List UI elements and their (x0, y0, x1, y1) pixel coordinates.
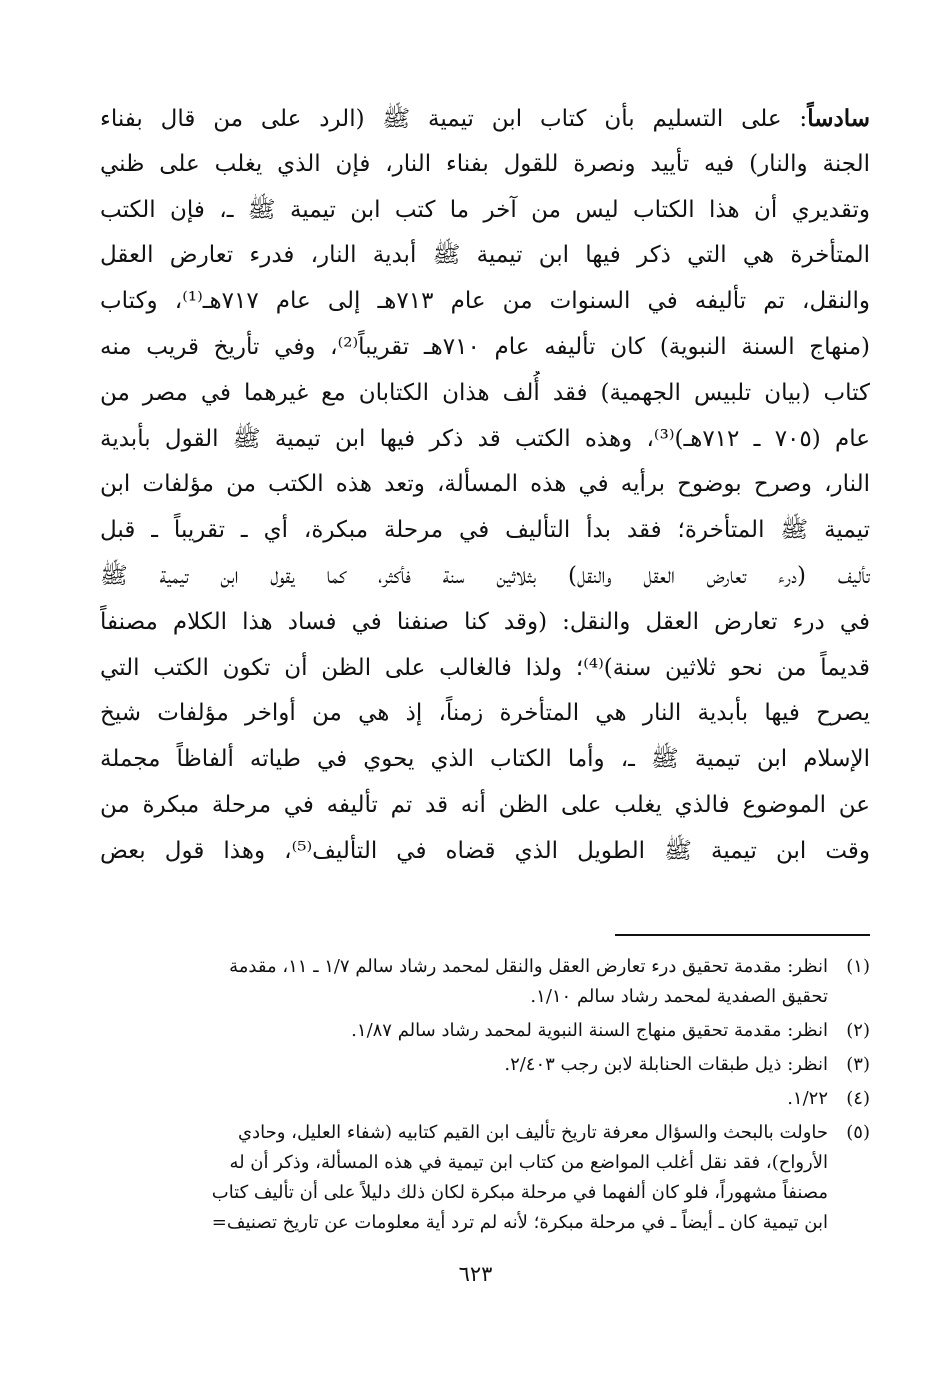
footnote-text (100, 1050, 828, 1080)
footnote-number: (٥) (846, 1122, 870, 1143)
footnote-number: (٢) (846, 1020, 870, 1041)
body-line-14: يصرح فيها بأبدية النار هي المتأخرة زمناً، إذ هي من أواخر مؤلفات شيخ (100, 700, 870, 727)
body-line-2: الجنة والنار) فيه تأييد ونصرة للقول بفناء النار، فإن الذي يغلب على ظني (100, 150, 870, 177)
footnote-5 (100, 1118, 870, 1238)
footnote-text (100, 1084, 828, 1114)
footnote-line: تحقيق الصفدية لمحمد رشاد سالم ١/١٠. (530, 986, 828, 1007)
footnote-line: ابن تيمية كان ـ أيضاً ـ في مرحلة مبكرة؛ لأنه لم ترد أية معلومات عن تاريخ تصنيف= (211, 1212, 828, 1233)
body-line-12: في درء تعارض العقل والنقل: (وقد كنا صنفنا في فساد هذا الكلام مصنفاً (100, 608, 870, 635)
footnote-1 (100, 952, 870, 1012)
footnote-line: ١/٢٢. (787, 1088, 828, 1109)
body-line-3: وتقديري أن هذا الكتاب ليس من آخر ما كتب ابن تيمية ﷺ ـ، فإن الكتب (100, 196, 870, 223)
footnote-number: (٣) (846, 1054, 870, 1075)
page-number: ٦٢٣ (458, 1262, 493, 1286)
footnote-text (100, 1118, 828, 1238)
body-line-4: المتأخرة هي التي ذكر فيها ابن تيمية ﷺ أبدية النار، فدرء تعارض العقل (100, 242, 870, 269)
footnote-line: انظر: مقدمة تحقيق منهاج السنة النبوية لمحمد رشاد سالم ١/٨٧. (351, 1020, 828, 1041)
footnote-2 (100, 1016, 870, 1046)
body-line-11: تأليف (درء تعارض العقل والنقل) بثلاثين سنة فأكثر، كما يقول ابن تيمية ﷺ (100, 562, 870, 589)
body-text (100, 96, 870, 875)
footnotes (100, 952, 870, 1242)
footnote-line: حاولت بالبحث والسؤال معرفة تاريخ تأليف ابن القيم كتابيه (شفاء العليل، وحادي (238, 1122, 828, 1143)
footnote-3 (100, 1050, 870, 1080)
book-page (100, 96, 870, 1233)
body-line-13: قديماً من نحو ثلاثين سنة)⁽⁴⁾؛ ولذا فالغالب على الظن أن تكون الكتب التي (100, 654, 870, 681)
footnote-separator (615, 934, 870, 936)
footnote-4 (100, 1084, 870, 1114)
body-line-9: النار، وصرح بوضوح برأيه في هذه المسألة، وتعد هذه الكتب من مؤلفات ابن (100, 471, 870, 498)
body-line-1-text: : على التسليم بأن كتاب ابن تيمية ﷺ (الرد على من قال بفناء (100, 106, 808, 132)
footnote-number: (١) (846, 956, 870, 977)
body-line-7: كتاب (بيان تلبيس الجهمية) فقد أُلف هذان الكتابان مع غيرهما في مصر من (100, 379, 870, 406)
footnote-text (100, 1016, 828, 1046)
footnote-text (100, 952, 828, 1012)
body-line-17: وقت ابن تيمية ﷺ الطويل الذي قضاه في التأليف⁽⁵⁾، وهذا قول بعض (100, 837, 870, 864)
body-line-6: (منهاج السنة النبوية) كان تأليفه عام ٧١٠هـ تقريباً⁽²⁾، وفي تأريخ قريب منه (100, 333, 870, 360)
body-line-5: والنقل، تم تأليفه في السنوات من عام ٧١٣هـ إلى عام ٧١٧هـ⁽¹⁾، وكتاب (100, 288, 870, 315)
footnote-line: مصنفاً مشهوراً، فلو كان ألفهما في مرحلة مبكرة لكان ذلك دليلاً على أن تأليف كتاب (211, 1182, 828, 1203)
body-line-15: الإسلام ابن تيمية ﷺ ـ، وأما الكتاب الذي يحوي في طياته ألفاظاً مجملة (100, 746, 870, 773)
footnote-line: انظر: ذيل طبقات الحنابلة لابن رجب ٢/٤٠٣. (504, 1054, 828, 1075)
footnote-line: الأرواح)، فقد نقل أغلب المواضع من كتاب ابن تيمية في هذه المسألة، وذكر أن له (229, 1152, 828, 1173)
footnote-number: (٤) (846, 1088, 870, 1109)
body-line-16: عن الموضوع فالذي يغلب على الظن أنه قد تم تأليفه في مرحلة مبكرة من (100, 791, 870, 818)
footnote-line: انظر: مقدمة تحقيق درء تعارض العقل والنقل لمحمد رشاد سالم ١/٧ ـ ١١، مقدمة (229, 956, 828, 977)
body-line-10: تيمية ﷺ المتأخرة؛ فقد بدأ التأليف في مرحلة مبكرة، أي ـ تقريباً ـ قبل (100, 517, 870, 544)
body-line-1 (100, 96, 870, 142)
paragraph-lead: سادساً (807, 105, 870, 132)
body-line-8: عام (٧٠٥ ـ ٧١٢هـ)⁽³⁾، وهذه الكتب قد ذكر فيها ابن تيمية ﷺ القول بأبدية (100, 425, 870, 452)
